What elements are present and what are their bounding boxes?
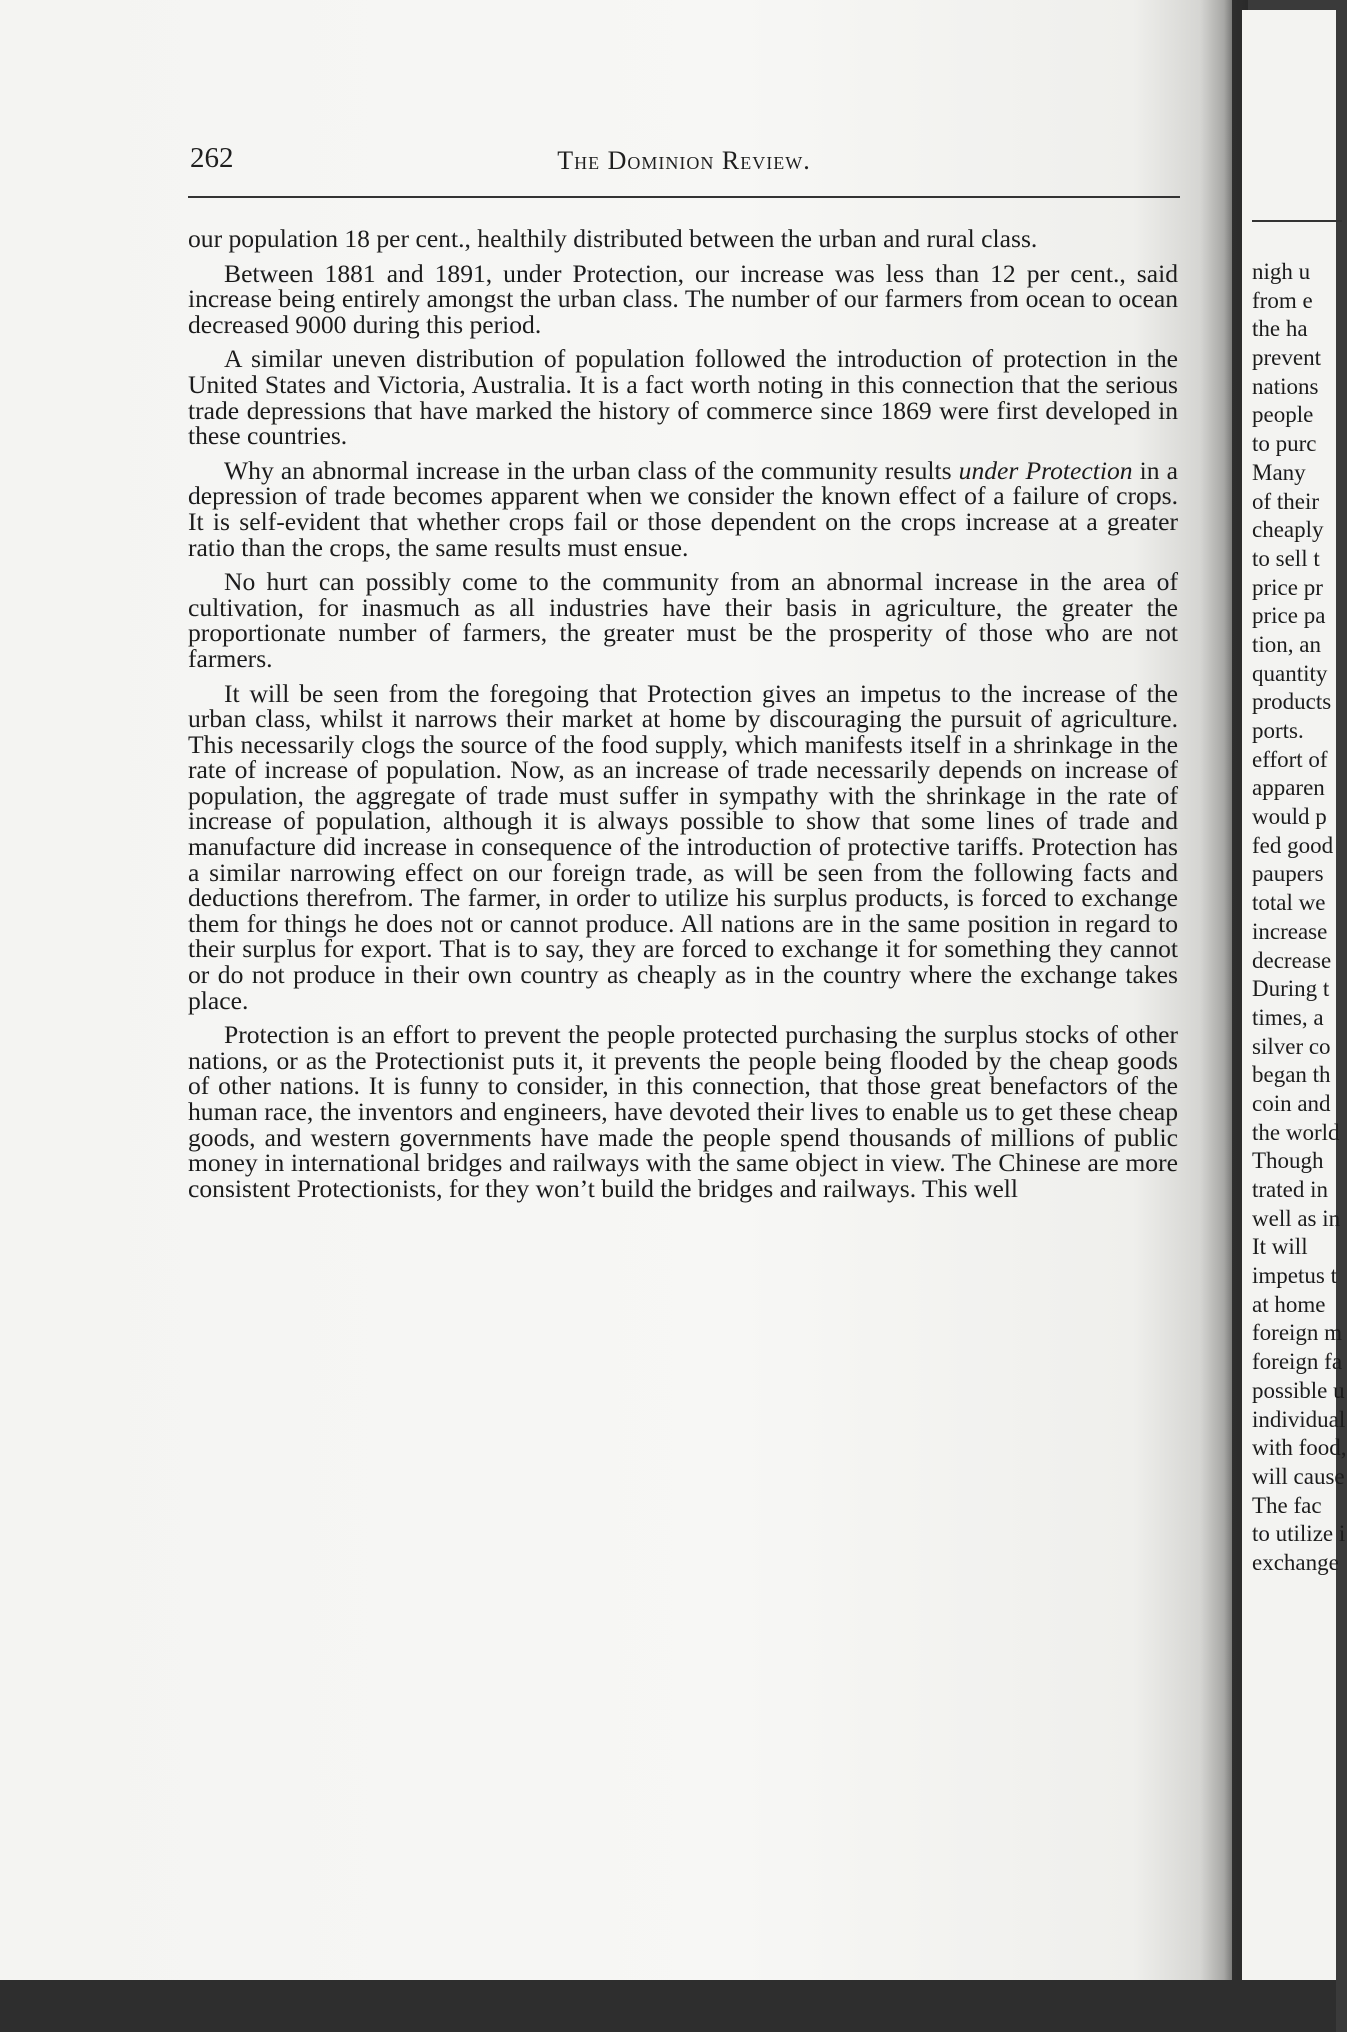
facing-page-line: with food, <box>1252 1435 1347 1461</box>
paragraph-3-start: Why an abnormal increase in the urban class of the community results <box>224 455 952 485</box>
paragraph-5: It will be seen from the foregoing that Protection gives an impetus to the increase of the urban class, whilst it narrows their market at home by discouraging the pursuit of agriculture. This necessarily clogs the source of the food supply, which manifests itself in a shrinkage in the rate of increase of population. Now, as an increase of trade necessarily depends on increase of population, the aggregate of trade must suffer in sympathy with the shrinkage in the rate of increase of population, although it is always possible to show that some lines of trade and manufacture did increase in consequence of the introduction of protective tariffs. Protection has a similar narrowing effect on our foreign trade, as will be seen from the following facts and deductions therefrom. The farmer, in order to utilize his surplus products, is forced to exchange them for things he does not or cannot produce. All nations are in the same position in regard to their surplus for export. That is to say, they are forced to exchange it for something they cannot or do not produce in their own country as cheaply as in the country where the exchange takes place. <box>188 678 1178 1015</box>
facing-page-line: of their <box>1252 488 1320 514</box>
facing-page-line: During t <box>1252 976 1330 1002</box>
book-gutter <box>1200 0 1248 2032</box>
facing-page-line: will cause <box>1252 1463 1345 1489</box>
facing-page-line: Though <box>1252 1148 1324 1174</box>
facing-page-line: ports. <box>1252 718 1304 743</box>
journal-title: The Dominion Review. <box>557 146 811 175</box>
facing-page-line: price pr <box>1252 574 1323 600</box>
facing-page-line: possible u <box>1252 1377 1345 1403</box>
facing-page-line: products <box>1252 689 1332 715</box>
facing-page-line: foreign fa <box>1252 1349 1343 1375</box>
facing-page-line: paupers <box>1252 861 1324 887</box>
facing-page-line: foreign m <box>1252 1320 1343 1346</box>
facing-page-line: tion, an <box>1252 631 1321 657</box>
facing-page-line: effort of <box>1252 746 1328 772</box>
paragraph-6: Protection is an effort to prevent the people protected purchasing the surplus stocks of other nations, or as the Protectionist puts it, it prevents the people being flooded by the cheap goods of other nations. It is funny to consider, in this connection, that those great benefactors of the human race, the inventors and engineers, have devoted their lives to enable us to get these cheap goods, and western governments have made the people spend thousands of millions of public money in international bridges and railways with the same object in view. The Chinese are more consistent Protectionists, for they won’t build the bridges and railways. This well <box>188 1020 1178 1203</box>
facing-page-line: would p <box>1252 804 1327 830</box>
facing-page-line: well as in <box>1252 1205 1341 1231</box>
facing-page-line: total we <box>1252 890 1326 916</box>
paragraph-3-end: in a depression of trade becomes apparent when we consider the known effect of a failure of crops. It is self-evident that whether crops fail or those dependent on the crops increase at a greater ratio than the crops, the same results must ensue. <box>188 455 1178 562</box>
facing-page-line: times, a <box>1252 1004 1324 1030</box>
facing-page-line: impetus t <box>1252 1263 1337 1289</box>
facing-page-line: exchange <box>1252 1549 1339 1575</box>
facing-page-line: cheaply <box>1252 517 1324 543</box>
paragraph-3 <box>188 455 1178 562</box>
facing-page-line: apparen <box>1252 775 1325 801</box>
running-head <box>190 142 1178 182</box>
facing-page-text <box>1252 258 1347 1578</box>
article-body <box>188 226 1178 1210</box>
facing-page-line: decrease <box>1252 947 1332 973</box>
facing-page-line: coin and <box>1252 1090 1331 1116</box>
facing-page-line: It will <box>1252 1234 1308 1260</box>
facing-page-line: nations <box>1252 373 1319 399</box>
paragraph-1: Between 1881 and 1891, under Protection, our increase was less than 12 per cent., said increase being entirely amongst the urban class. The number of our farmers from ocean to ocean decreased 9000 during this period. <box>188 258 1178 339</box>
italic-phrase: under Protection <box>958 455 1133 485</box>
facing-page-line: to utilize i <box>1252 1521 1346 1547</box>
facing-page-line: the ha <box>1252 316 1308 342</box>
header-rule <box>188 196 1180 198</box>
facing-page-line: to purc <box>1252 431 1317 457</box>
facing-page-line: at home <box>1252 1291 1326 1317</box>
facing-page-line: increase <box>1252 918 1328 944</box>
facing-page-line: individual <box>1252 1406 1346 1432</box>
facing-page-line: quantity <box>1252 660 1328 686</box>
facing-page-line: nigh u <box>1252 259 1311 284</box>
facing-page-line: to sell t <box>1252 545 1320 571</box>
paragraph-0: our population 18 per cent., healthily distributed between the urban and rural class. <box>188 224 1038 253</box>
facing-page-line: from e <box>1252 287 1313 313</box>
facing-page-line: began th <box>1252 1062 1331 1088</box>
page-number: 262 <box>190 142 234 174</box>
facing-page-line: silver co <box>1252 1033 1331 1059</box>
facing-page-line: prevent <box>1252 345 1321 371</box>
facing-page-line: people <box>1252 402 1314 428</box>
facing-page-line: trated in <box>1252 1177 1328 1202</box>
facing-page-line: price pa <box>1252 603 1326 629</box>
facing-page <box>1242 10 1347 2020</box>
facing-page-line: Many <box>1252 459 1306 485</box>
paragraph-4: No hurt can possibly come to the community from an abnormal increase in the area of cultivation, for inasmuch as all industries have their basis in agriculture, the greater the proportionate number of farmers, the greater must be the prosperity of those who are not farmers. <box>188 567 1178 673</box>
facing-page-line: the world <box>1252 1119 1340 1145</box>
paragraph-2: A similar uneven distribution of population followed the introduction of protection in the United States and Victoria, Australia. It is a fact worth noting in this connection that the serious trade depressions that have marked the history of commerce since 1869 were first developed in these countries. <box>188 344 1178 451</box>
facing-page-line: The fac <box>1252 1492 1322 1518</box>
facing-page-header-rule <box>1252 220 1342 222</box>
facing-page-line: fed good <box>1252 832 1334 858</box>
scan-bottom-edge <box>0 1980 1336 2032</box>
